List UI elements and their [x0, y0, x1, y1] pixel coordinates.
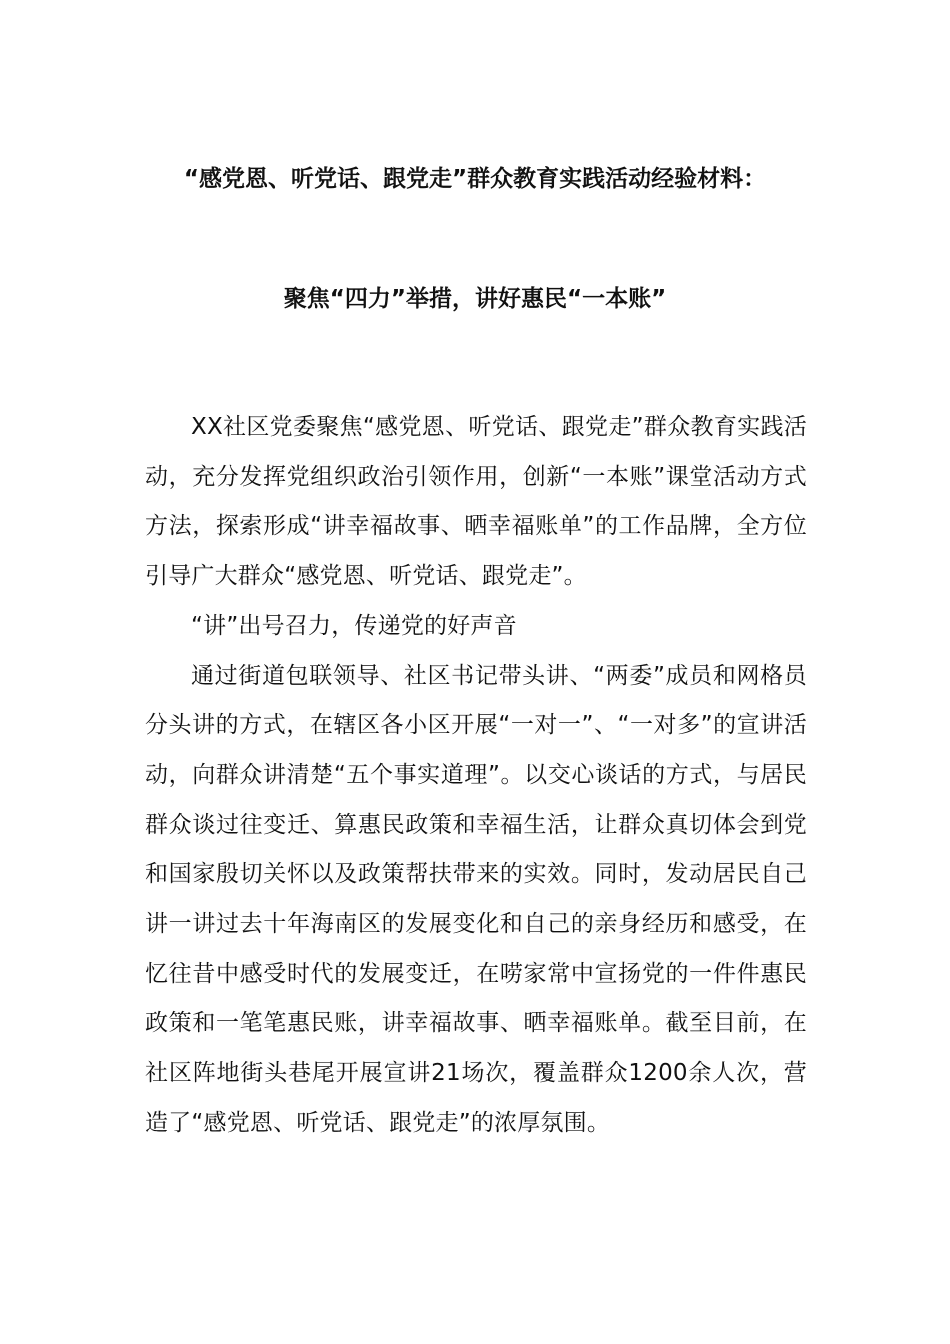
section-heading: “讲”出号召力，传递党的好声音 [191, 612, 517, 639]
document-title: “感党恩、听党话、跟党走”群众教育实践活动经验材料： [183, 166, 767, 192]
document-subtitle: 聚焦“四力”举措，讲好惠民“一本账” [283, 286, 667, 312]
body-paragraph-detail: 通过街道包联领导、社区书记带头讲、“两委”成员和网格员分头讲的方式，在辖区各小区开展“一对一”、“一对多”的宣讲活动，向群众讲清楚“五个事实道理”。以交心谈话的方式，与居民群众谈过往变迁、算惠民政策和幸福生活，让群众真切体会到党和国家殷切关怀以及政策帮扶带来的实效。同时，发动居民自己讲一讲过去十年海南区的发展变化和自己的亲身经历和感受，在忆往昔中感受时代的发展变迁，在唠家常中宣扬党的一件件惠民政策和一笔笔惠民账，讲幸福故事、晒幸福账单。截至目前，在社区阵地街头巷尾开展宣讲21场次，覆盖群众1200余人次，营造了“感党恩、听党话、跟党走”的浓厚氛围。 [145, 662, 807, 1136]
document-body [145, 403, 807, 1149]
body-paragraph-intro: XX社区党委聚焦“感党恩、听党话、跟党走”群众教育实践活动，充分发挥党组织政治引领作用，创新“一本账”课堂活动方式方法，探索形成“讲幸福故事、晒幸福账单”的工作品牌，全方位引导广大群众“感党恩、听党话、跟党走”。 [145, 414, 807, 590]
